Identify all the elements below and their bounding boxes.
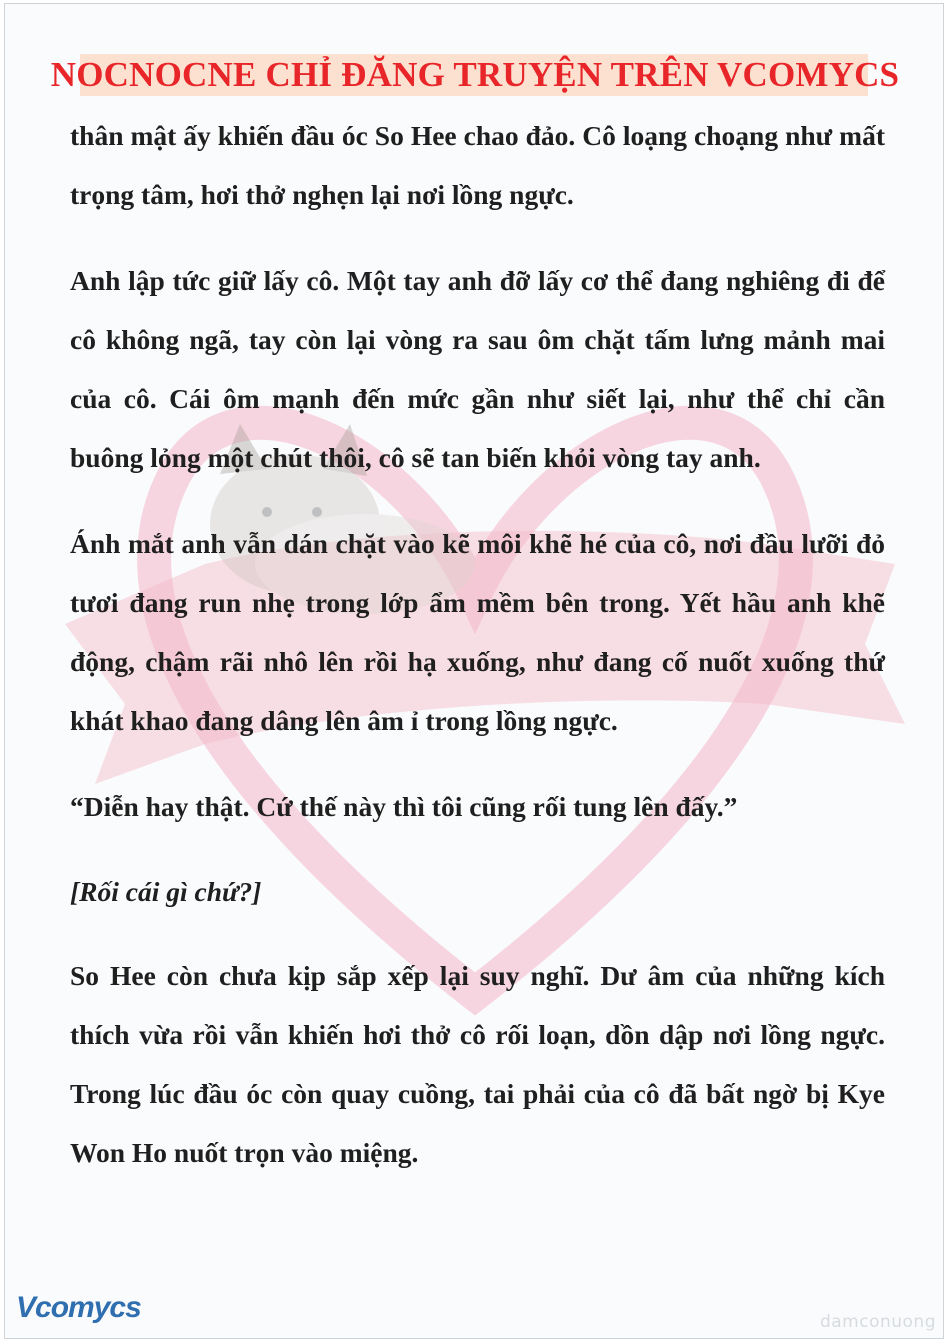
page-banner: NOCNOCNE CHỈ ĐĂNG TRUYỆN TRÊN VCOMYCS — [50, 55, 900, 94]
paragraph-text: Anh lập tức giữ lấy cô. Một tay anh đỡ lấy cơ thể đang nghiêng đi để cô không ngã, tay còn lại vòng ra sau ôm chặt tấm lưng mảnh mai của cô. Cái ôm mạnh đến mức gần như siết lại, như thể chỉ cần buông lỏng một chút thôi, cô sẽ tan biến khỏi vòng tay anh. — [70, 265, 885, 473]
paragraph-2 — [70, 251, 885, 487]
site-watermark: damconuong — [819, 1312, 936, 1332]
paragraph-1 — [70, 106, 885, 224]
paragraph-text: So Hee còn chưa kịp sắp xếp lại suy nghĩ. Dư âm của những kích thích vừa rồi vẫn khiến hơi thở cô rối loạn, dồn dập nơi lồng ngực. Trong lúc đầu óc còn quay cuồng, tai phải của cô đã bất ngờ bị Kye Won Ho nuốt trọn vào miệng. — [70, 960, 885, 1168]
paragraph-text: [Rối cái gì chứ?] — [70, 876, 262, 907]
paragraph-dialogue — [70, 777, 885, 836]
vcomycs-logo: Vcomycs — [16, 1291, 141, 1324]
paragraph-thought — [70, 862, 885, 921]
paragraph-6 — [70, 946, 885, 1182]
paragraph-3 — [70, 514, 885, 750]
paragraph-text: Ánh mắt anh vẫn dán chặt vào kẽ môi khẽ hé của cô, nơi đầu lưỡi đỏ tươi đang run nhẹ trong lớp ẩm mềm bên trong. Yết hầu anh khẽ động, chậm rãi nhô lên rồi hạ xuống, như đang cố nuốt xuống thứ khát khao đang dâng lên âm ỉ trong lồng ngực. — [70, 528, 885, 736]
paragraph-text: thân mật ấy khiến đầu óc So Hee chao đảo. Cô loạng choạng như mất trọng tâm, hơi thở nghẹn lại nơi lồng ngực. — [70, 120, 885, 210]
paragraph-text: “Diễn hay thật. Cứ thế này thì tôi cũng rối tung lên đấy.” — [70, 791, 738, 822]
